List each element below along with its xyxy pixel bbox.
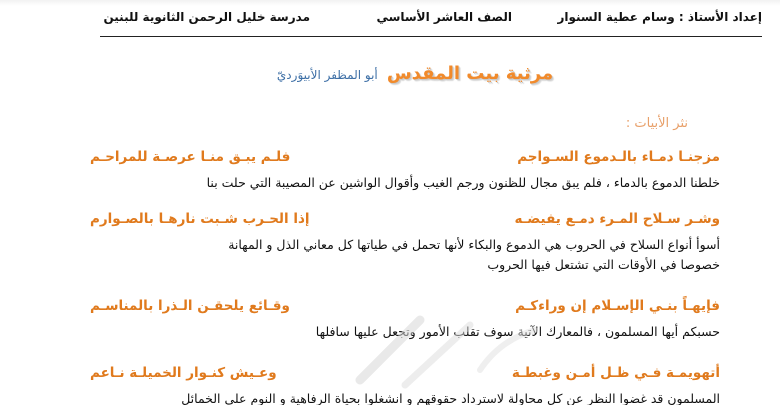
poet-name: أبو المظفر الأبيوَرديّ [276, 68, 378, 82]
verse-second-hemistich: وعـيش كنـوار الخميلـة نـاعم [90, 365, 277, 381]
verse-line [90, 298, 720, 318]
page-header [100, 10, 762, 28]
poem-title: مرثية بيت المقدس [386, 63, 554, 84]
verse-prose [90, 235, 720, 275]
header-divider [100, 36, 762, 37]
verse-first-hemistich: وشـر سـلاح المـرء دمـع يفيضـه [514, 211, 720, 227]
section-label: نثر الأبيات : [625, 116, 688, 131]
verse-line [90, 211, 720, 231]
prose-line: أسوأ أنواع السلاح في الحروب هي الدموع والبكاء لأنها تحمل في طياتها كل معاني الذل و المهانة [228, 237, 720, 252]
verse-prose [90, 389, 720, 405]
poem-title-row [200, 63, 630, 91]
verse-second-hemistich: إذا الحـرب شـبت نارهـا بالصـوارم [90, 211, 310, 227]
prose-line: حسبكم أيها المسلمون ، فالمعارك الآتية سوف تقلب الأمور وتجعل عليها سافلها [315, 324, 720, 339]
verse-prose [90, 322, 720, 342]
verse-second-hemistich: فلـم يبـق منـا عرصـة للمراحـم [90, 149, 291, 165]
verse-first-hemistich: فإيهـاً بنـي الإسـلام إن وراءكـم [515, 298, 720, 314]
prose-line: خصوصا في الأوقات التي تشتعل فيها الحروب [487, 257, 720, 272]
prose-line: المسلمون قد غضوا النظر عن كل محاولة لاسترداد حقوقهم و انشغلوا بحياة الرفاهية و النوم على الخمائل [181, 391, 720, 405]
header-school: مدرسة خليل الرحمن الثانوية للبنين [103, 10, 310, 24]
header-author: إعداد الأستاذ : وسام عطية السنوار [557, 10, 762, 24]
verse-prose [90, 173, 720, 193]
verse-line [90, 149, 720, 169]
page-top-edge [0, 0, 780, 6]
header-grade: الصف العاشر الأساسي [376, 10, 512, 24]
verse-first-hemistich: أتهويمـة فـي ظـل أمـن وغبطـة [511, 365, 720, 381]
verse-first-hemistich: مزجنـا دمـاء بالـدموع السـواجم [517, 149, 720, 165]
prose-line: خلطنا الدموع بالدماء ، فلم يبق مجال للظنون ورجم الغيب وأقوال الواشين عن المصيبة التي حلت بنا [206, 175, 720, 190]
verse-second-hemistich: وقـائع يلحقـن الـذرا بالمناسـم [90, 298, 290, 314]
verse-line [90, 365, 720, 385]
